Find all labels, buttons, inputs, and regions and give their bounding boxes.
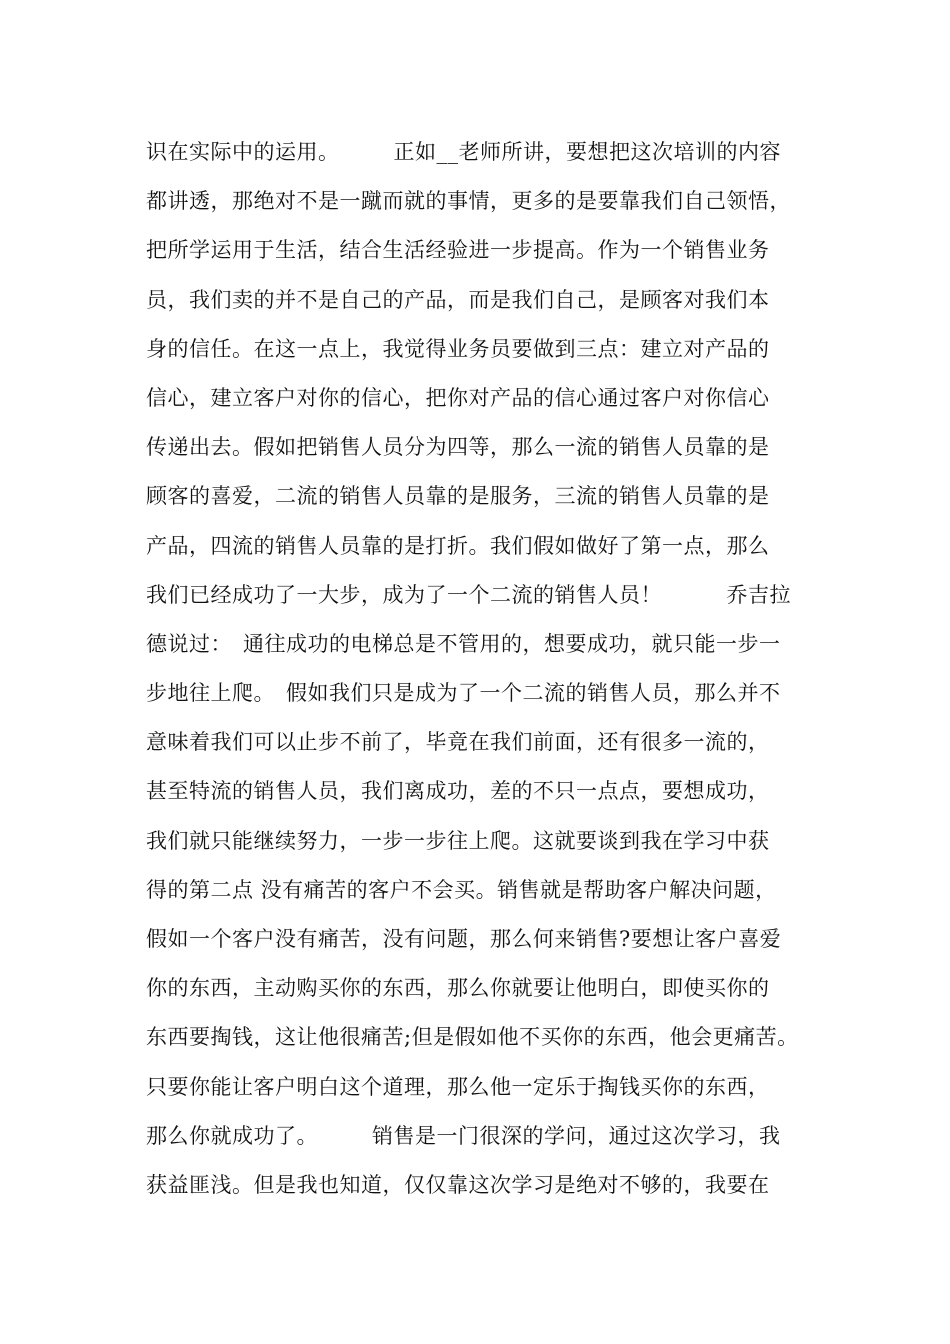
body-text	[146, 134, 826, 1216]
text-line: 身的信任。在这一点上，我觉得业务员要做到三点：建立对产品的	[146, 336, 770, 361]
text-line: 信心，建立客户对你的信心，把你对产品的信心通过客户对你信心	[146, 385, 770, 410]
text-line: 都讲透，那绝对不是一蹴而就的事情，更多的是要靠我们自己领悟，	[146, 189, 791, 214]
text-line: 假如一个客户没有痛苦，没有问题，那么何来销售?要想让客户喜爱	[146, 927, 782, 951]
text-line: 东西要掏钱，这让他很痛苦;但是假如他不买你的东西，他会更痛苦。	[146, 1025, 799, 1050]
text-line: 得的第二点 没有痛苦的客户不会买。销售就是帮助客户解决问题，	[146, 877, 777, 902]
text-line: 我们已经成功了一大步，成为了一个二流的销售人员！ 乔吉拉	[146, 582, 791, 607]
text-line: 步地往上爬。 假如我们只是成为了一个二流的销售人员，那么并不	[146, 681, 781, 706]
text-line: 意味着我们可以止步不前了，毕竟在我们前面，还有很多一流的，	[146, 730, 770, 755]
text-line: 德说过： 通往成功的电梯总是不管用的，想要成功，就只能一步一	[146, 631, 781, 656]
text-line: 员，我们卖的并不是自己的产品，而是我们自己，是顾客对我们本	[146, 287, 770, 312]
text-line: 只要你能让客户明白这个道理，那么他一定乐于掏钱买你的东西，	[146, 1074, 770, 1099]
text-line: 产品，四流的销售人员靠的是打折。我们假如做好了第一点，那么	[146, 533, 770, 558]
text-line: 甚至特流的销售人员，我们离成功，差的不只一点点，要想成功，	[146, 779, 770, 804]
text-line: 传递出去。假如把销售人员分为四等，那么一流的销售人员靠的是	[146, 435, 770, 460]
text-line: 识在实际中的运用。 正如__老师所讲，要想把这次培训的内容	[146, 140, 781, 164]
text-line: 获益匪浅。但是我也知道，仅仅靠这次学习是绝对不够的，我要在	[146, 1172, 770, 1197]
text-line: 顾客的喜爱，二流的销售人员靠的是服务，三流的销售人员靠的是	[146, 484, 770, 509]
text-line: 那么你就成功了。 销售是一门很深的学问，通过这次学习，我	[146, 1123, 781, 1148]
text-line: 你的东西，主动购买你的东西，那么你就要让他明白，即使买你的	[146, 976, 770, 1001]
text-line: 把所学运用于生活，结合生活经验进一步提高。作为一个销售业务	[146, 238, 770, 263]
text-line: 我们就只能继续努力，一步一步往上爬。这就要谈到我在学习中获	[146, 828, 770, 853]
